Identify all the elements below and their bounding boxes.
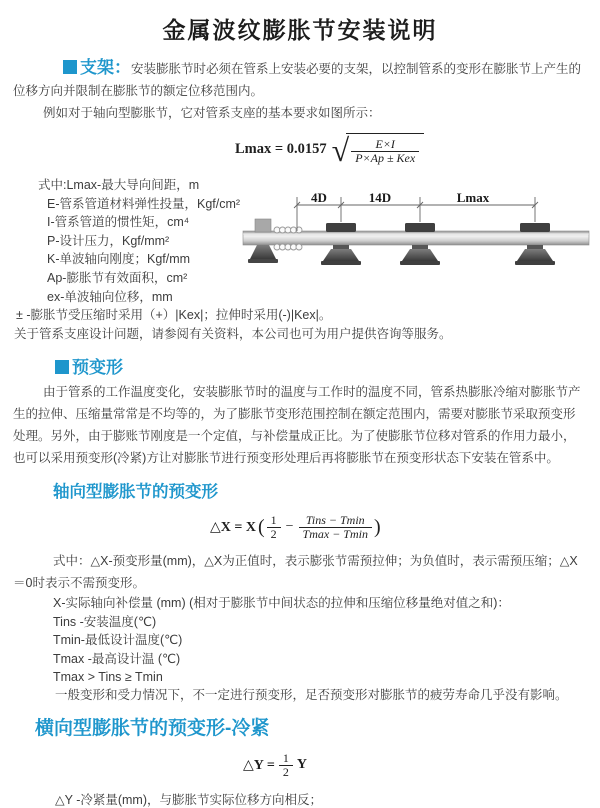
blue-square-bullet-icon (55, 360, 69, 374)
temp-fraction-denominator: Tmax − Tmin (302, 526, 368, 541)
definition-line: Tmin-最低设计温度(℃) (53, 633, 183, 648)
definition-line: Ap-膨胀节有效面积，cm² (47, 270, 188, 285)
sqrt-sign: √ (331, 132, 350, 168)
dimension-label-4d: 4D (311, 190, 327, 205)
temp-fraction-numerator: Tins − Tmin (299, 514, 372, 528)
lmax-fraction-numerator: E×I (351, 138, 419, 152)
predeform-heading-label: 预变形 (72, 358, 123, 378)
formula-lmax-lhs: Lmax = 0.0157 (235, 140, 327, 157)
sqrt-radicand (346, 133, 424, 165)
predeform-section-heading (55, 353, 600, 378)
delta-y-lhs: △Y = (243, 757, 275, 773)
definition-line: X-实际轴向补偿量 (mm) (相对于膨胀节中间状态的拉伸和压缩位移量绝对值之和)： (53, 596, 510, 611)
temperature-fraction (299, 514, 372, 541)
general-note-line: 一般变形和受力情况下，不一定进行预变形，足否预变形对膨胀节的疲劳寿命几乎没有影响。 (55, 688, 568, 703)
support-lead-paragraph (13, 57, 587, 102)
delta-x-definitions-list (0, 594, 600, 705)
lmax-fraction-denominator: P×Ap ± Kex (355, 151, 416, 165)
service-note: 关于管系支座设计问题，请参阅有关资料，本公司也可为用户提供咨询等服务。 (14, 326, 452, 341)
half-denominator: 2 (282, 764, 289, 779)
blue-square-bullet-icon (63, 60, 77, 74)
definition-line: Tmax > Tins ≥ Tmin (53, 669, 163, 684)
definition-line: E-管系管道材料弹性投量，Kgf/cm² (47, 196, 241, 211)
delta-x-where-paragraph: 式中：△X-预变形量(mm)，△X为正值时，表示膨张节需预拉伸；为负值时，表示需预压缩；△X＝0时表示不需预变形。 (13, 554, 578, 591)
definition-line: 式中:Lmax-最大导向间距，m (38, 178, 200, 192)
dimension-label-14d: 14D (368, 190, 392, 205)
one-half-fraction (267, 514, 281, 541)
definition-line: Tins -安装温度(℃) (53, 614, 157, 629)
half-numerator: 1 (279, 752, 293, 766)
support-heading-label: 支架： (80, 58, 131, 77)
definition-line: P-设计压力，Kgf/mm² (47, 233, 170, 248)
definition-line: K-单波轴向刚度；Kgf/mm (47, 252, 191, 267)
support-example-line: 例如对于轴向型膨胀节，它对管系支座的基本要求如图所示： (43, 106, 381, 120)
lmax-fraction (351, 138, 419, 165)
support-section-heading (63, 58, 131, 77)
dimension-label-lmax: Lmax (456, 190, 490, 205)
formula-delta-y (243, 750, 600, 780)
delta-y-note-line: △Y -冷紧量(mm)，与膨胀节实际位移方向相反； (55, 793, 323, 808)
half-numerator: 1 (267, 514, 281, 528)
formula-lmax (235, 130, 600, 168)
delta-x-lhs: △X = X (210, 519, 256, 535)
predeform-body-paragraph: 由于管系的工作温度变化，安装膨胀节时的温度与工作时的温度不同，管系热膨胀冷缩对膨胀节产生的拉伸、压缩量常常是不均等的，为了膨胀节变形范围控制在额定范围内，需要对膨胀节采取预变形处理。另外，由于膨账节刚度是一个定值，与补偿量成正比。为了使膨胀节位移对管系的作用力最小，也可以采用预变形(冷紧)方让对膨胀节进行预变形处理后再将膨胀节在预变形状态下安装在管系中。 (13, 385, 581, 466)
lateral-subsection-heading: 横向型膨胀节的预变形-冷紧 (35, 718, 270, 740)
open-paren: ( (257, 515, 265, 538)
half-denominator: 2 (270, 526, 277, 541)
page-title: 金属波纹膨胀节安装说明 (162, 17, 438, 43)
axial-subsection-heading: 轴向型膨胀节的预变形 (53, 483, 218, 502)
delta-y-rhs: Y (296, 757, 307, 773)
lmax-definitions-list (0, 176, 600, 343)
plus-minus-note: ± -膨胀节受压缩时采用（+）|Kex|；拉伸时采用(-)|Kex|。 (16, 308, 332, 323)
definition-line: Tmax -最高设计温 (℃) (53, 651, 181, 666)
close-paren: ) (373, 515, 381, 538)
one-half-fraction (279, 752, 293, 779)
formula-delta-x (210, 510, 600, 544)
minus-sign: − (285, 519, 294, 535)
definition-line: I-管系管道的惯性矩，cm⁴ (47, 215, 190, 230)
support-lead-text: 安装膨胀节时必须在管系上安装必要的支架，以控制管系的变形在膨胀节上产生的位移方向并限制在膨胀节的额定位移范围内。 (13, 62, 582, 98)
definition-line: ex-单波轴向位移，mm (47, 289, 173, 304)
